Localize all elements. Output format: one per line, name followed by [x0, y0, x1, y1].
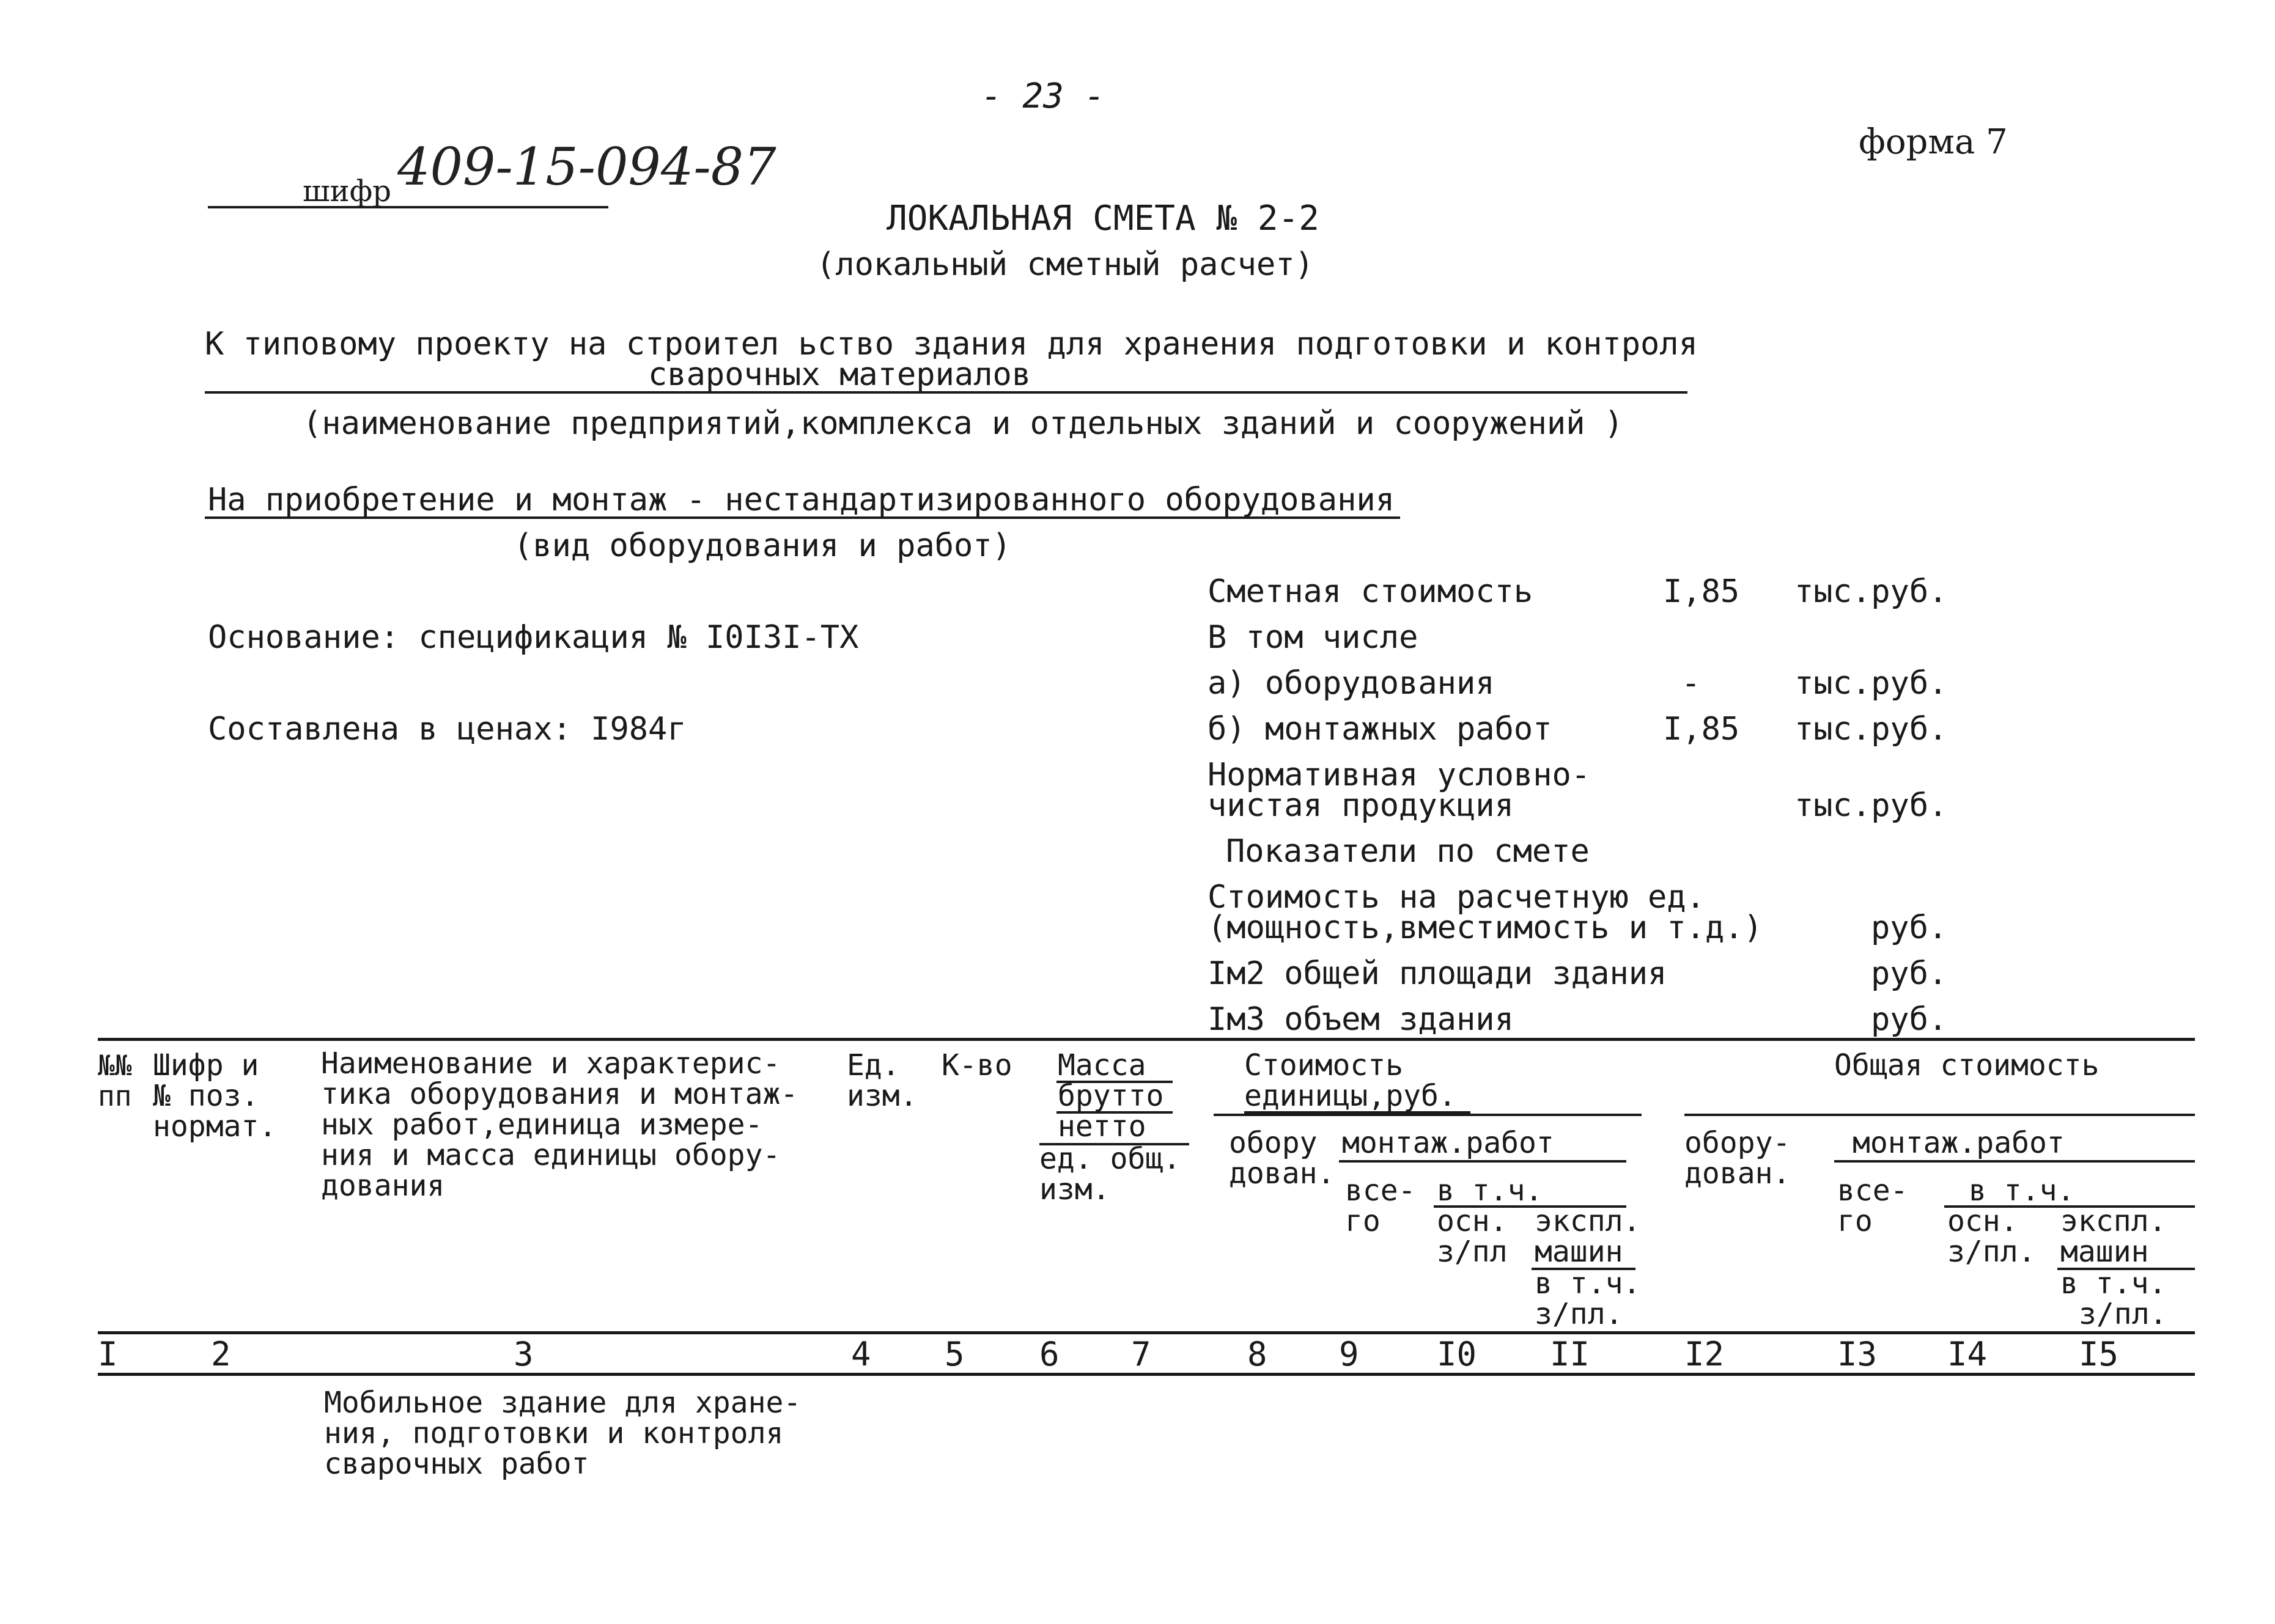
col-num-12: I2	[1684, 1335, 1725, 1373]
h-equip2-1: обору-	[1684, 1126, 1791, 1160]
col-num-4: 4	[851, 1335, 871, 1373]
h-unit-cost-2: единицы,руб.	[1244, 1079, 1456, 1113]
h-mass-4: ед. общ.	[1039, 1142, 1181, 1176]
col-num-3: 3	[514, 1335, 534, 1373]
net-product-unit: тыс.руб.	[1794, 787, 1948, 824]
h-total-short2-2: го	[1837, 1204, 1873, 1238]
h-base-1: осн.	[1437, 1204, 1508, 1238]
h-total-short-1: все-	[1345, 1174, 1416, 1208]
col-num-1: I	[98, 1335, 118, 1373]
h-name-2: тика оборудования и монтаж-	[321, 1077, 798, 1111]
h-mass-5: изм.	[1039, 1172, 1110, 1207]
h-incl2: в т.ч.	[1969, 1174, 2075, 1208]
h-name-5: дования	[321, 1169, 445, 1203]
col-num-2: 2	[211, 1335, 231, 1373]
h-machines2-3: в т.ч.	[2060, 1266, 2167, 1301]
volume-label: Iм3 объем здания	[1208, 1001, 1514, 1038]
col-num-11: II	[1550, 1335, 1590, 1373]
prices-basis: Составлена в ценах: I984г	[208, 711, 687, 748]
mount-label: б) монтажных работ	[1208, 711, 1552, 748]
row-1-text-3: сварочных работ	[324, 1447, 589, 1481]
page-number: - 23 -	[981, 76, 1105, 116]
work-caption: (вид оборудования и работ)	[514, 527, 1011, 564]
col-num-15: I5	[2079, 1335, 2119, 1373]
header-bottom-rule	[98, 1331, 2195, 1334]
h-unit-cost-rule	[1214, 1114, 1642, 1116]
equip-label: а) оборудования	[1208, 665, 1495, 702]
h-machines2-2: машин	[2060, 1235, 2149, 1269]
h-mass-3: нетто	[1058, 1109, 1146, 1144]
h-machines-3: в т.ч.	[1535, 1266, 1641, 1301]
h-base-2: з/пл	[1437, 1235, 1508, 1269]
per-unit-label-1: Стоимость на расчетную ед.	[1208, 879, 1705, 916]
col-num-8: 8	[1247, 1335, 1267, 1373]
volume-rub: руб.	[1871, 1001, 1948, 1038]
form-label: форма 7	[1859, 122, 2008, 162]
col-num-13: I3	[1837, 1335, 1878, 1373]
h-mount2-underline	[1834, 1160, 2195, 1163]
h-mount-underline	[1339, 1160, 1626, 1163]
work-type-underline	[205, 516, 1400, 519]
h-name-4: ния и масса единицы обору-	[321, 1138, 781, 1172]
col-num-9: 9	[1339, 1335, 1359, 1373]
area-label: Iм2 общей площади здания	[1208, 955, 1667, 992]
h-code-1: Шифр и	[153, 1048, 259, 1082]
mount-value: I,85	[1663, 711, 1740, 748]
row-1-text-2: ния, подготовки и контроля	[324, 1416, 784, 1450]
h-unit-2: изм.	[847, 1079, 918, 1113]
indicators-label: Показатели по смете	[1226, 833, 1590, 870]
document-subtitle: (локальный сметный расчет)	[816, 246, 1314, 283]
work-type: На приобретение и монтаж - нестандартизированного оборудования	[208, 482, 1395, 518]
cost-label: Сметная стоимость	[1208, 573, 1533, 610]
h-name-3: ных работ,единица измере-	[321, 1108, 763, 1142]
h-mount: монтаж.работ	[1342, 1126, 1554, 1160]
net-product-label-1: Нормативная условно-	[1208, 757, 1591, 793]
cost-value: I,85	[1663, 573, 1740, 610]
col-num-7: 7	[1131, 1335, 1151, 1373]
code-label: шифр	[303, 174, 391, 208]
row-1-text-1: Мобильное здание для хране-	[324, 1386, 802, 1420]
h-incl: в т.ч.	[1437, 1174, 1543, 1208]
h-unit-1: Ед.	[847, 1048, 900, 1082]
h-mount2: монтаж.работ	[1853, 1126, 2065, 1160]
cost-unit: тыс.руб.	[1794, 573, 1948, 610]
project-underline	[205, 391, 1687, 394]
per-unit-label-2: (мощность,вместимость и т.д.)	[1208, 909, 1763, 946]
h-total-short2-1: все-	[1837, 1174, 1908, 1208]
h-total-cost-rule	[1684, 1114, 2195, 1116]
h-num-2: пп	[98, 1079, 132, 1112]
h-unit-cost-1: Стоимость	[1244, 1048, 1404, 1082]
h-machines2-4: з/пл.	[2079, 1297, 2167, 1331]
h-equip2-2: дован.	[1684, 1156, 1791, 1191]
h-mass-2: брутто	[1058, 1079, 1164, 1113]
h-machines2-1: экспл.	[2060, 1204, 2167, 1238]
h-machines-4: з/пл.	[1535, 1297, 1623, 1331]
project-caption: (наименование предприятий,комплекса и отдельных зданий и сооружений )	[303, 405, 1624, 442]
h-base2-2: з/пл.	[1947, 1235, 2036, 1269]
h-name-1: Наименование и характерис-	[321, 1046, 781, 1081]
h-total-short-2: го	[1345, 1204, 1381, 1238]
equip-value: -	[1681, 665, 1701, 702]
code-underline	[208, 206, 608, 208]
col-numbers-rule	[98, 1373, 2195, 1376]
h-mass-1: Масса	[1058, 1048, 1146, 1082]
code-value: 409-15-094-87	[397, 137, 776, 197]
equip-unit: тыс.руб.	[1794, 665, 1948, 702]
h-machines-2: машин	[1535, 1235, 1623, 1269]
h-qty: К-во	[942, 1048, 1012, 1082]
basis: Основание: спецификация № I0I3I-ТХ	[208, 619, 859, 656]
incl-label: В том числе	[1208, 619, 1418, 656]
h-code-3: нормат.	[153, 1109, 277, 1144]
col-num-14: I4	[1947, 1335, 1988, 1373]
project-line-1: К типовому проекту на строител ьство здания для хранения подготовки и контроля	[205, 326, 1698, 362]
h-base2-1: осн.	[1947, 1204, 2018, 1238]
per-unit-rub: руб.	[1871, 909, 1948, 946]
document-title: ЛОКАЛЬНАЯ СМЕТА № 2-2	[887, 199, 1320, 238]
h-num-1: №№	[98, 1049, 132, 1082]
col-num-10: I0	[1437, 1335, 1477, 1373]
h-equip-2: дован.	[1229, 1156, 1335, 1191]
project-line-2: сварочных материалов	[648, 356, 1031, 393]
area-rub: руб.	[1871, 955, 1948, 992]
h-total-cost: Общая стоимость	[1834, 1048, 2100, 1082]
col-num-5: 5	[945, 1335, 965, 1373]
h-equip-1: обору	[1229, 1126, 1318, 1160]
table-top-rule	[98, 1038, 2195, 1041]
h-code-2: № поз.	[153, 1079, 259, 1113]
mount-unit: тыс.руб.	[1794, 711, 1948, 748]
net-product-label-2: чистая продукция	[1208, 787, 1514, 824]
h-machines-1: экспл.	[1535, 1204, 1641, 1238]
col-num-6: 6	[1039, 1335, 1060, 1373]
